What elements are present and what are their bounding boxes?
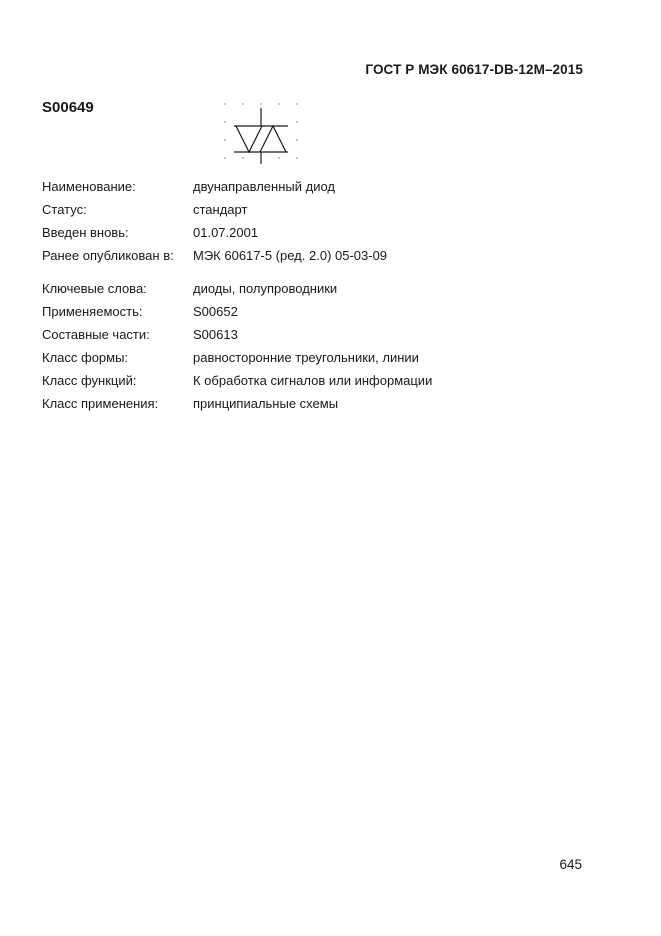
- property-label: Применяемость:: [42, 304, 143, 319]
- property-value: двунаправленный диод: [193, 179, 335, 194]
- property-value: К обработка сигналов или информации: [193, 373, 433, 388]
- document-header: ГОСТ Р МЭК 60617-DB-12М–2015: [365, 62, 583, 77]
- property-application-class: [42, 396, 602, 419]
- property-shape-class: [42, 350, 602, 373]
- bidirectional-diode-icon: [222, 100, 302, 166]
- property-label: Класс формы:: [42, 350, 129, 365]
- up-triangle: [260, 126, 286, 152]
- property-status: [42, 202, 602, 225]
- property-name: [42, 179, 602, 202]
- property-label: Составные части:: [42, 327, 150, 342]
- property-value: стандарт: [193, 202, 248, 217]
- property-label: Введен вновь:: [42, 225, 129, 240]
- property-label: Класс применения:: [42, 396, 159, 411]
- property-label: Ранее опубликован в:: [42, 248, 174, 263]
- property-previously-published: [42, 248, 602, 271]
- property-value: принципиальные схемы: [193, 396, 339, 411]
- property-applicability: [42, 304, 602, 327]
- down-triangle: [236, 126, 262, 152]
- property-introduced: [42, 225, 602, 248]
- page-number: 645: [559, 857, 582, 872]
- property-value: диоды, полупроводники: [193, 281, 338, 296]
- property-value: МЭК 60617-5 (ред. 2.0) 05-03-09: [193, 248, 388, 263]
- property-value: равносторонние треугольники, линии: [193, 350, 419, 365]
- symbol-code: S00649: [42, 99, 94, 116]
- property-function-class: [42, 373, 602, 396]
- property-value: S00613: [193, 327, 238, 342]
- property-keywords: [42, 281, 602, 304]
- property-components: [42, 327, 602, 350]
- property-label: Наименование:: [42, 179, 136, 194]
- property-label: Класс функций:: [42, 373, 137, 388]
- property-value: S00652: [193, 304, 238, 319]
- properties-table: [42, 179, 602, 419]
- property-value: 01.07.2001: [193, 225, 259, 240]
- property-label: Ключевые слова:: [42, 281, 147, 296]
- property-label: Статус:: [42, 202, 87, 217]
